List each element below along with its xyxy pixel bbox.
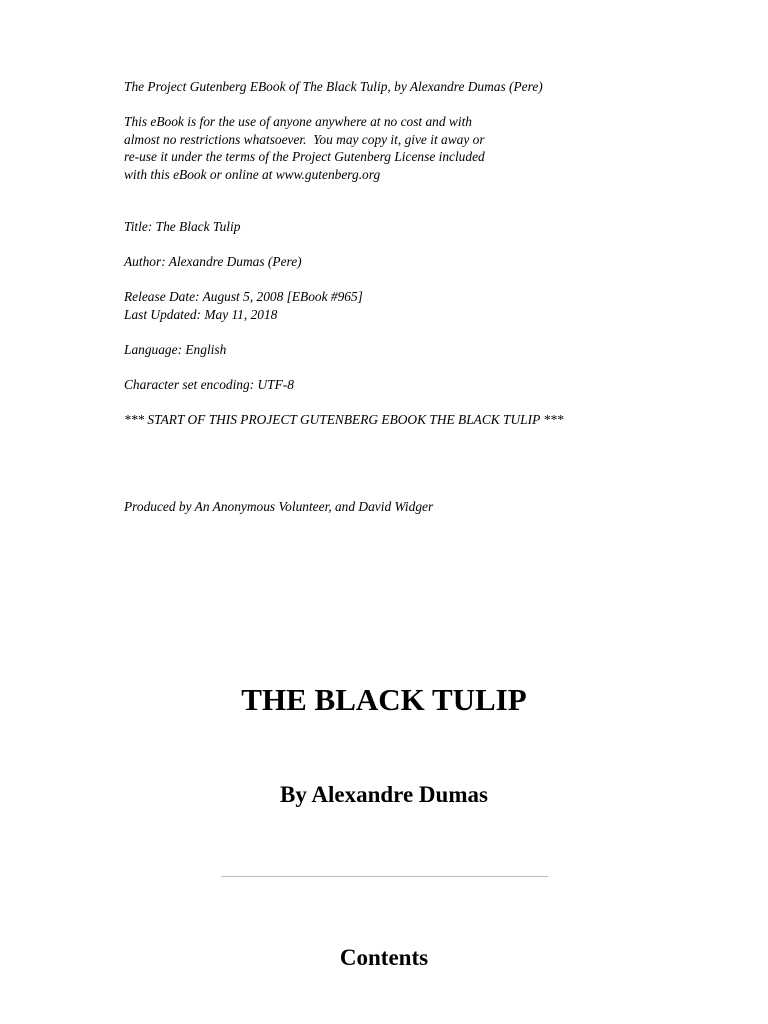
license-line-1: This eBook is for the use of anyone anywhere at no cost and with xyxy=(124,114,472,129)
language-line: Language: English xyxy=(124,341,227,357)
book-title: THE BLACK TULIP xyxy=(241,682,527,717)
start-marker-line: *** START OF THIS PROJECT GUTENBERG EBOOK THE BLACK TULIP *** xyxy=(124,411,564,427)
produced-by-line: Produced by An Anonymous Volunteer, and David Widger xyxy=(124,499,434,514)
license-line-2: almost no restrictions whatsoever. You may copy it, give it away or xyxy=(124,131,485,147)
book-author: By Alexandre Dumas xyxy=(280,782,488,807)
author-line: Author: Alexandre Dumas (Pere) xyxy=(124,254,302,269)
divider xyxy=(221,876,548,877)
contents-heading: Contents xyxy=(339,945,429,970)
license-line-3: re-use it under the terms of the Project Gutenberg License included xyxy=(124,149,485,164)
title-line: Title: The Black Tulip xyxy=(124,219,241,234)
release-date-line: Release Date: August 5, 2008 [EBook #965] xyxy=(124,289,363,304)
encoding-line: Character set encoding: UTF-8 xyxy=(124,376,294,392)
ebook-line: The Project Gutenberg EBook of The Black Tulip, by Alexandre Dumas (Pere) xyxy=(124,79,543,94)
license-line-4: with this eBook or online at www.gutenberg.org xyxy=(124,166,381,182)
gutenberg-header xyxy=(124,78,724,516)
last-updated-line: Last Updated: May 11, 2018 xyxy=(124,306,278,322)
